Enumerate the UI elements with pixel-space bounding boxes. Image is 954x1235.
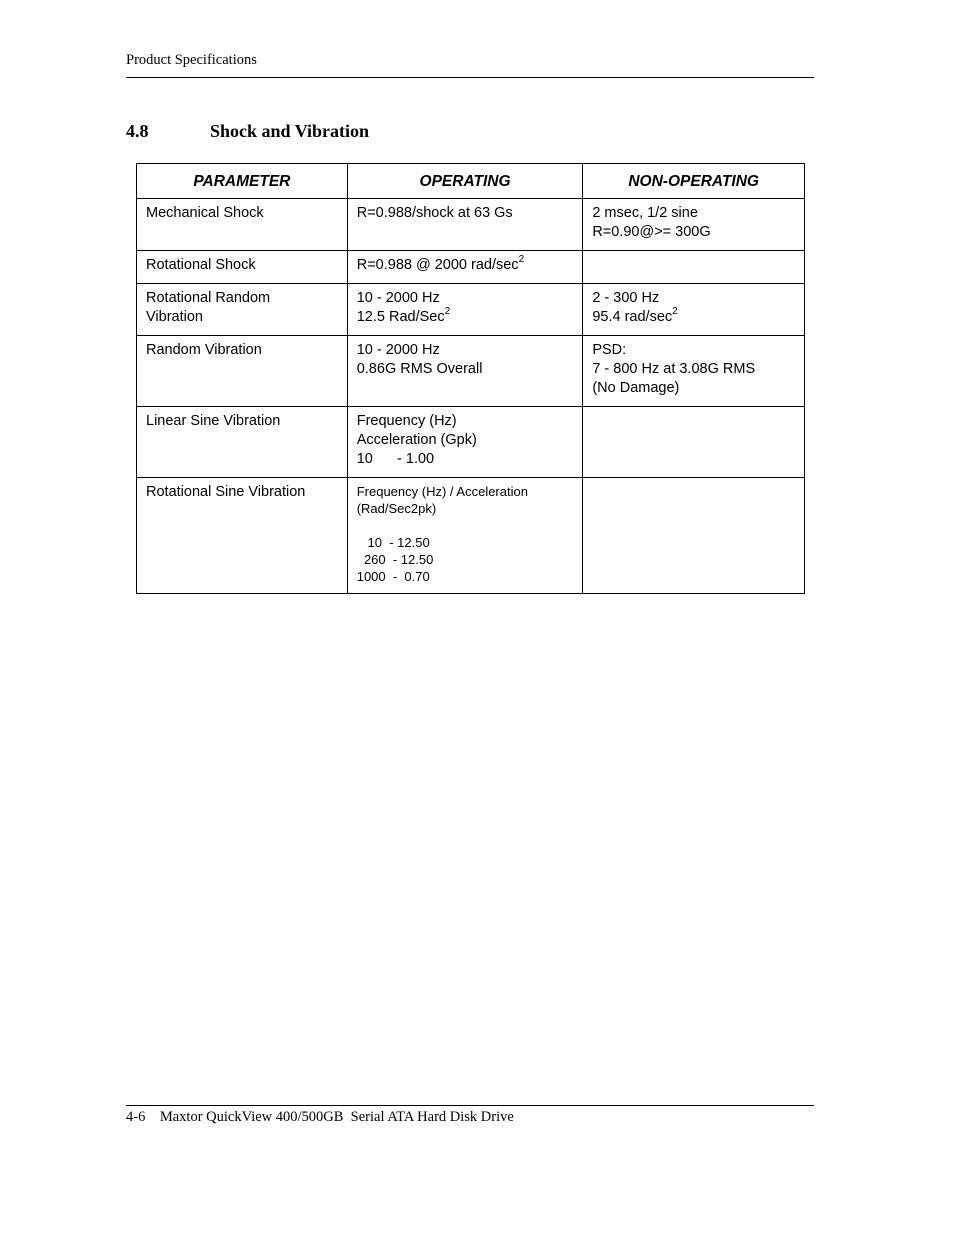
cell-text: 0.86G RMS Overall [356, 361, 483, 377]
cell-text: 260 - 12.50 [356, 552, 434, 567]
cell-text: 10 - 2000 Hz [356, 342, 440, 358]
table-row [137, 478, 805, 594]
parameter-cell [137, 407, 348, 478]
cell-text: 2 - 300 Hz [592, 290, 660, 306]
table-row [137, 284, 805, 336]
parameter-cell [137, 284, 348, 336]
cell-text: Rotational Shock [146, 257, 256, 273]
parameter-cell [137, 336, 348, 407]
operating-cell [347, 284, 583, 336]
spacer [357, 517, 574, 534]
table-row [137, 251, 805, 284]
superscript: 2 [518, 254, 525, 266]
cell-text: Frequency (Hz) / Acceleration [356, 484, 528, 499]
cell-text: 10 - 1.00 [356, 451, 435, 467]
header-rule [126, 77, 814, 78]
shock-vibration-table [136, 163, 805, 594]
cell-text: 10 - 12.50 [356, 535, 430, 550]
operating-cell [347, 251, 583, 284]
non-operating-cell [583, 336, 805, 407]
operating-cell [347, 478, 583, 594]
cell-text: 2 msec, 1/2 sine [592, 205, 698, 221]
non-operating-cell [583, 478, 805, 594]
cell-text: (No Damage) [592, 380, 680, 396]
cell-text: Rotational Random [146, 290, 271, 306]
footer-title: Maxtor QuickView 400/500GB Serial ATA Hard Disk Drive [159, 1109, 514, 1125]
cell-text: PSD: [592, 342, 627, 358]
cell-text: Random Vibration [146, 342, 262, 358]
column-header-parameter: PARAMETER [137, 164, 348, 199]
parameter-cell [137, 251, 348, 284]
section-number: 4.8 [126, 121, 149, 141]
cell-text: Mechanical Shock [146, 205, 264, 221]
cell-text: Frequency (Hz) [356, 413, 457, 429]
page-number: 4-6 [126, 1109, 146, 1125]
parameter-cell [137, 199, 348, 251]
table-row [137, 336, 805, 407]
footer-rule [126, 1105, 814, 1106]
running-head: Product Specifications [126, 52, 257, 68]
operating-cell [347, 407, 583, 478]
non-operating-cell [583, 199, 805, 251]
column-header-non-operating: NON-OPERATING [583, 164, 805, 199]
parameter-cell [137, 478, 348, 594]
column-header-operating: OPERATING [347, 164, 583, 199]
superscript: 2 [444, 306, 451, 318]
cell-text: R=0.90@>= 300G [592, 224, 711, 240]
superscript: 2 [672, 306, 678, 318]
non-operating-cell [583, 284, 805, 336]
cell-text: R=0.988/shock at 63 Gs [356, 205, 513, 221]
footer [126, 1109, 514, 1126]
cell-text: 1000 - 0.70 [356, 569, 430, 584]
operating-cell [347, 336, 583, 407]
operating-cell [347, 199, 583, 251]
table-header-row [137, 164, 805, 199]
cell-text: R=0.988 @ 2000 rad/$\sec^2$ [356, 254, 525, 273]
cell-text: Rotational Sine Vibration [146, 484, 306, 500]
cell-text: (Rad/Sec2pk) [356, 501, 437, 516]
cell-text: Acceleration (Gpk) [356, 432, 477, 448]
cell-text: 12.5 Rad/Sec$^2$ [356, 306, 451, 325]
table-row [137, 199, 805, 251]
non-operating-cell [583, 251, 805, 284]
section-heading [126, 121, 369, 142]
cell-text: Vibration [146, 309, 203, 325]
cell-text: 10 - 2000 Hz [356, 290, 440, 306]
non-operating-cell [583, 407, 805, 478]
cell-text: 7 - 800 Hz at 3.08G RMS [592, 361, 756, 377]
section-title: Shock and Vibration [210, 121, 370, 141]
cell-text: 95.4 rad/$\sec^2$ [592, 306, 678, 325]
cell-text: Linear Sine Vibration [146, 413, 281, 429]
table-row [137, 407, 805, 478]
